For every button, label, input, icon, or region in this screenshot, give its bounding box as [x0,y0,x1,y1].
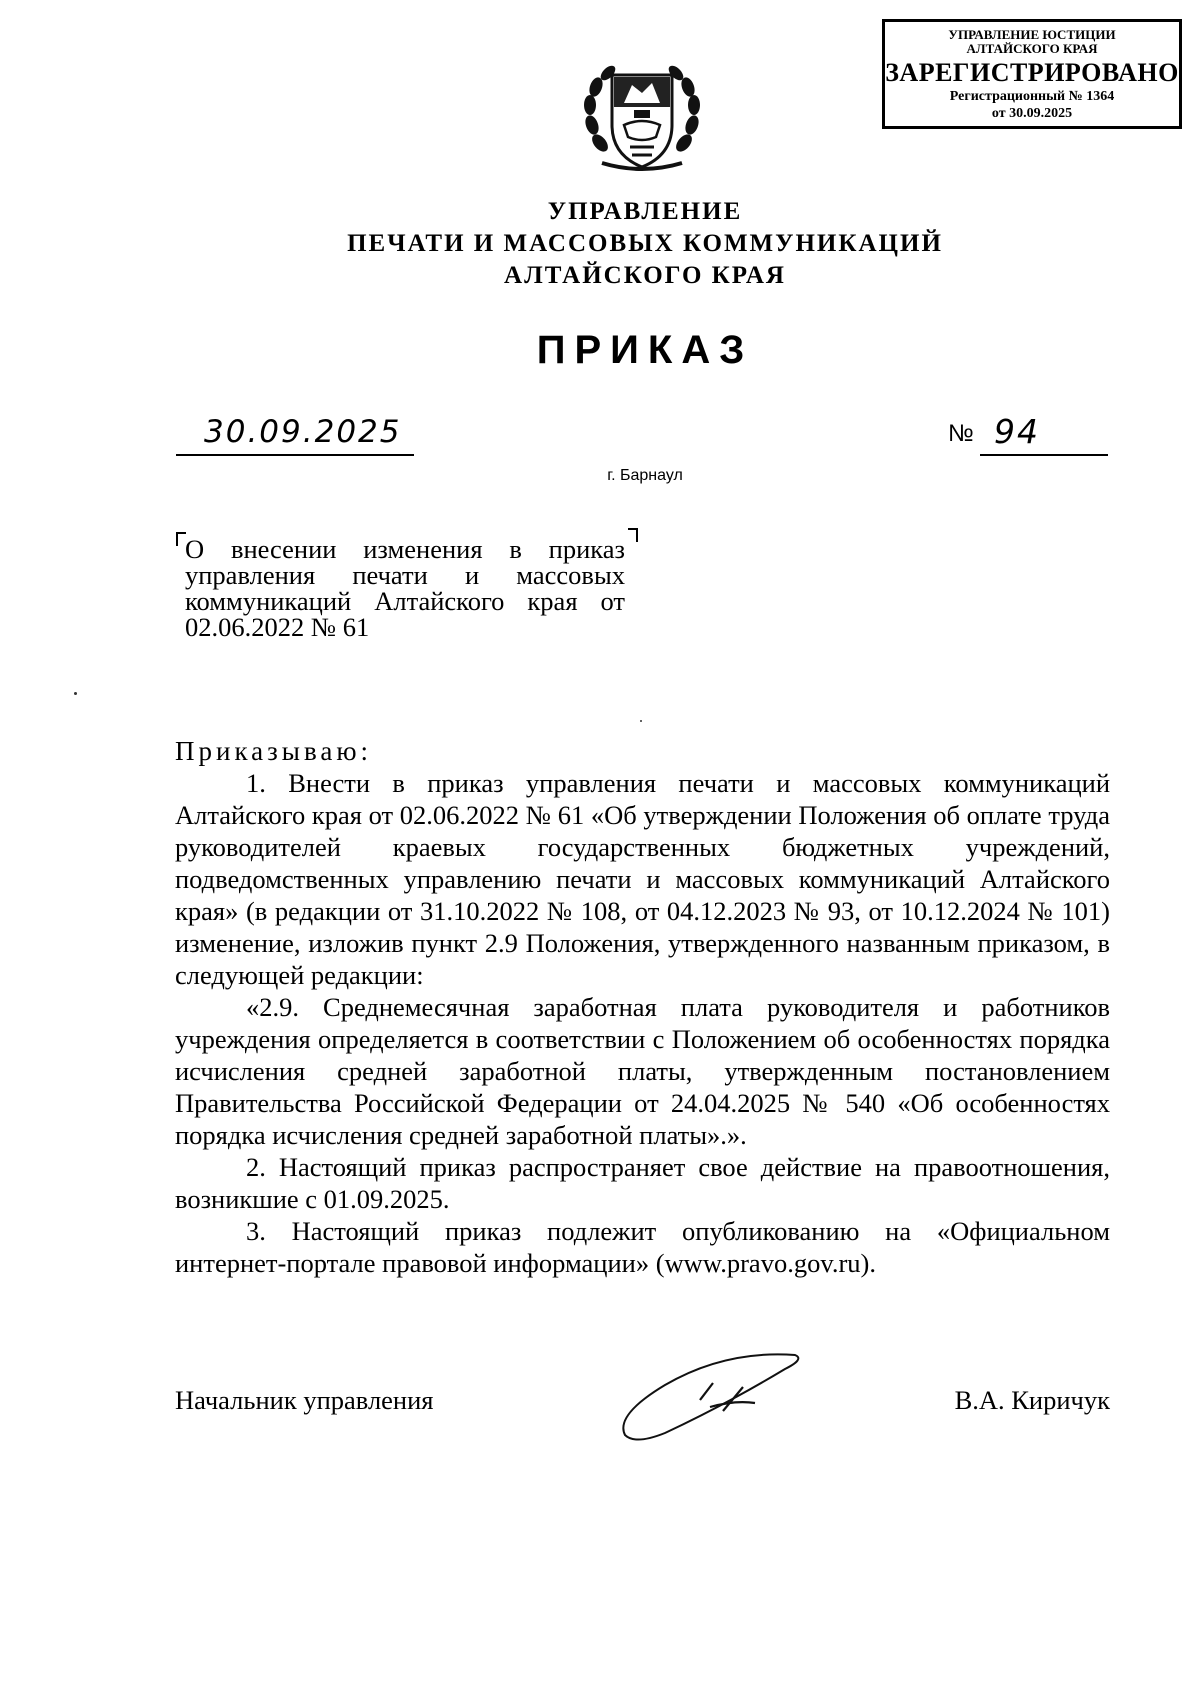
org-line-3: АЛТАЙСКОГО КРАЯ [504,262,786,289]
paragraph-2: 2. Настоящий приказ распространяет свое действие на правоотношения, возникшие с 01.09.2025. [175,1152,1110,1214]
stamp-reg-number: 1364 [1086,89,1115,104]
subject-bracket-right [628,528,638,542]
number-sign: № [948,420,974,447]
organization-name [0,196,1200,292]
stamp-reg-label: Регистрационный № [949,89,1083,104]
paragraph-1-quote: «2.9. Среднемесячная заработная плата руководителя и работников учреждения определяется в соответствии с Положением об особенностях порядка исчисления средней заработной платы, утвержденным постановлением Правительства Российской Федерации от 24.04.2025 № 540 «Об особенностях порядка исчисления средней заработной платы».». [175,992,1110,1150]
document-subject: О внесении изменения в приказ управления печати и массовых коммуникаций Алтайского края от 02.06.2022 № 61 [185,534,625,642]
document-type: ПРИКАЗ [536,328,754,372]
signatory-name: В.А. Киричук [954,1385,1110,1415]
handwritten-date: 30.09.2025 [204,414,402,450]
order-word: Приказываю: [175,736,372,766]
date-field [176,414,414,456]
coat-of-arms-icon [572,55,712,175]
stamp-authority-line2: АЛТАЙСКОГО КРАЯ [966,41,1098,56]
paragraph-3: 3. Настоящий приказ подлежит опубликованию на «Официальном интернет-портале правовой информации» (www.pravo.gov.ru). [175,1216,1110,1278]
paragraph-1: 1. Внести в приказ управления печати и массовых коммуникаций Алтайского края от 02.06.2022 № 61 «Об утверждении Положения об оплате труда руководителей краевых государственных бюджетных учреждений, подведомственных управлению печати и массовых коммуникаций Алтайского края» (в редакции от 31.10.2022 № 108, от 04.12.2023 № 93, от 10.12.2024 № 101) изменение, изложив пункт 2.9 Положения, утвержденного названным приказом, в следующей редакции: [175,768,1110,990]
handwritten-signature-icon [605,1345,815,1445]
document-body [175,735,1110,1279]
scan-speck [640,720,642,722]
org-line-1: УПРАВЛЕНИЕ [547,198,743,225]
scan-speck [74,692,77,695]
number-field [980,412,1108,456]
signatory-position: Начальник управления [175,1385,434,1415]
stamp-date: 30.09.2025 [1009,106,1073,121]
stamp-authority-line1: УПРАВЛЕНИЕ ЮСТИЦИИ [948,27,1116,42]
registration-stamp [882,19,1182,129]
stamp-date-prefix: от [991,106,1006,121]
handwritten-number: 94 [994,412,1040,451]
city: г. Барнаул [607,467,683,484]
stamp-date-line [885,105,1179,122]
stamp-registration [885,88,1179,105]
stamp-status: ЗАРЕГИСТРИРОВАНО [885,58,1179,87]
org-line-2: ПЕЧАТИ И МАССОВЫХ КОММУНИКАЦИЙ [347,230,943,257]
